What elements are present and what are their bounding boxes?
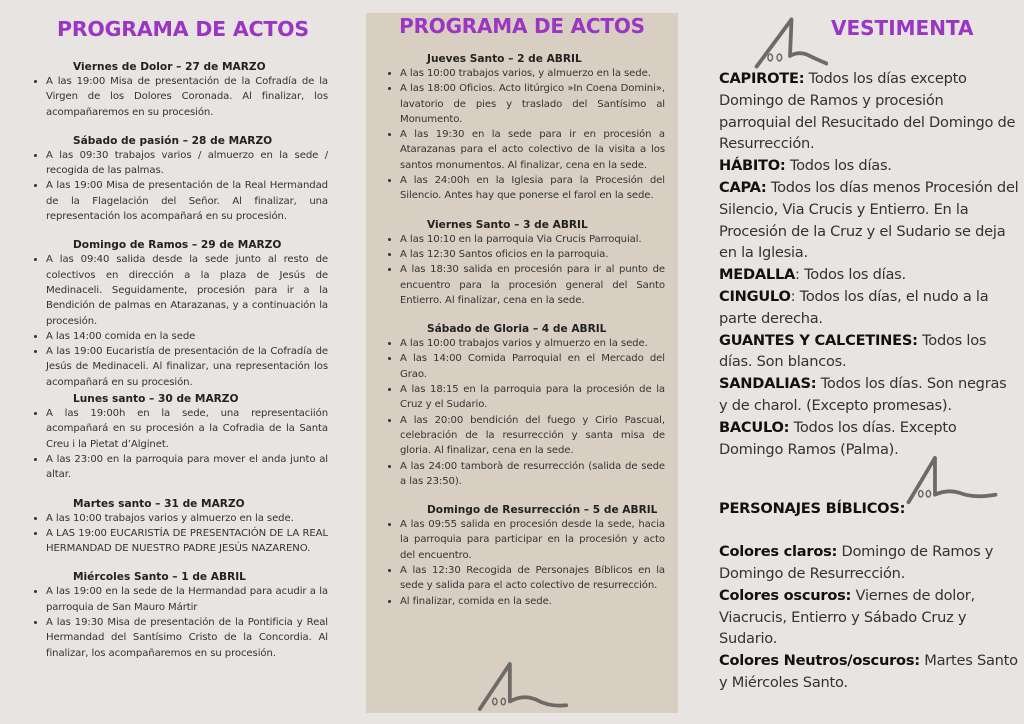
clothing-guantes — [719, 330, 1019, 374]
hooded-nazareno-logo-icon — [476, 660, 570, 712]
clothing-cingulo — [719, 286, 1019, 330]
event-item: • A las 20:00 bendición del fuego y Cirio Pascual, celebración de la resurrección y santa misa de gloria. Al finalizar, cena en la sede. — [400, 413, 665, 459]
event-item: • A las 24:00 tamborà de resurrección (salida de sede a las 23:50). — [400, 459, 665, 490]
clothing-label: GUANTES Y CALCETINES: — [719, 331, 918, 349]
event-item: • A las 18:30 salida en procesión para ir al punto de encuentro para la procesión general del Santo Entierro. Al finalizar, cena en la sede. — [400, 262, 665, 308]
event-item: • A las 24:00h en la Iglesia para la Procesión del Silencio. Antes hay que ponerse el farol en la sede. — [400, 173, 665, 204]
day-heading: Viernes Santo – 3 de ABRIL — [427, 218, 588, 231]
event-item: • A las 10:00 trabajos varios y almuerzo en la sede. — [46, 511, 328, 526]
event-list — [28, 406, 328, 482]
clothing-label: HÁBITO: — [719, 157, 786, 175]
clothing-capirote — [719, 68, 1019, 155]
left-day-list — [28, 60, 328, 661]
hooded-nazareno-logo-icon — [752, 16, 828, 70]
middle-program-panel — [366, 13, 678, 713]
event-item: • A las 18:00 Oficios. Acto litúrgico »In Coena Domini», lavatorio de pies y traslado del Santísimo al Monumento. — [400, 81, 665, 127]
colors-claros — [719, 541, 1019, 585]
event-item: • A las 19:00 Misa de presentación de la Cofradía de la Virgen de los Dolores Coronada. Al finalizar, los acompañaremos en su procesión. — [46, 74, 328, 120]
clothing-text: Todos los días. Excepto Domingo Ramos (Palma). — [719, 418, 957, 458]
colors-text: Martes Santo y Miércoles Santo. — [719, 652, 1018, 691]
day-heading: Sábado de Gloria – 4 de ABRIL — [427, 323, 607, 336]
event-item: • A las 19:00 Misa de presentación de la Real Hermandad de la Flagelación del Señor. Al finalizar, una representación los acompañará en su procesión. — [46, 178, 328, 224]
biblical-characters-title: PERSONAJES BÍBLICOS: — [719, 500, 906, 518]
middle-program-title: PROGRAMA DE ACTOS — [399, 14, 645, 38]
hooded-nazareno-logo-icon — [904, 455, 1000, 507]
clothing-baculo — [719, 417, 1019, 461]
event-list — [382, 232, 665, 308]
colors-label: Colores Neutros/oscuros: — [719, 652, 920, 670]
event-item: • A las 09:30 trabajos varios / almuerzo en la sede / recogida de las palmas. — [46, 148, 328, 179]
event-list — [28, 511, 328, 557]
clothing-medalla — [719, 264, 1019, 286]
left-program-title: PROGRAMA DE ACTOS — [57, 17, 309, 41]
event-item: • A las 23:00 en la parroquia para mover el anda junto al altar. — [46, 452, 328, 483]
event-list — [28, 584, 328, 660]
vestimenta-title: VESTIMENTA — [831, 16, 974, 40]
day-heading: Jueves Santo – 2 de ABRIL — [427, 53, 582, 65]
day-jueves-santo — [382, 52, 665, 204]
clothing-label: CINGULO — [719, 287, 791, 305]
event-item: • A las 14:00 comida en la sede — [46, 329, 328, 344]
event-item: • A las 12:30 Santos oficios en la parroquia. — [400, 247, 665, 262]
day-sabado-pasion — [28, 134, 328, 224]
clothing-text: : Todos los días. — [795, 266, 906, 284]
event-list — [28, 74, 328, 120]
spacer — [719, 520, 1019, 541]
left-program-column — [28, 0, 328, 675]
colors-label: Colores claros: — [719, 543, 838, 561]
event-item: • A las 18:15 en la parroquia para la procesión de la Cruz y el Sudario. — [400, 382, 665, 413]
day-heading: Miércoles Santo – 1 de ABRIL — [73, 571, 246, 584]
clothing-sandalias — [719, 373, 1019, 417]
day-heading: Domingo de Resurrección – 5 de ABRIL — [427, 504, 658, 517]
day-heading: Viernes de Dolor – 27 de MARZO — [73, 61, 266, 73]
event-list — [382, 517, 665, 609]
day-heading: Martes santo – 31 de MARZO — [73, 497, 245, 510]
event-item: • A las 14:00 Comida Parroquial en el Mercado del Grao. — [400, 351, 665, 382]
clothing-text: Todos los días. Son blancos. — [719, 331, 987, 371]
event-item: • A las 19:00 Eucaristía de presentación de la Cofradía de Jesús de Medinaceli. Al finalizar, una representación los acompañará en su procesión. — [46, 344, 328, 390]
clothing-habito — [719, 155, 1019, 177]
event-item: • A las 09:40 salida desde la sede junto al resto de colectivos en dirección a la plaza de Jesús de Medinaceli. Seguidamente, procesión para ir a la Bendición de palmas en Atarazanas, y a continuación la procesión. — [46, 252, 328, 328]
clothing-label: SANDALIAS: — [719, 375, 817, 393]
clothing-text: Todos los días excepto Domingo de Ramos y procesión parroquial del Resucitado del Domingo de Resurrección. — [719, 70, 1016, 153]
day-sabado-gloria — [382, 322, 665, 489]
event-item: • A las 19:00h en la sede, una representaciión acompañará en su procesión a la Cofradia de la Santa Creu i la Pietat d’Alginet. — [46, 406, 328, 452]
colors-label: Colores oscuros: — [719, 586, 852, 604]
day-heading: Lunes santo – 30 de MARZO — [73, 393, 239, 406]
clothing-capa — [719, 177, 1019, 264]
event-item: • A las 19:30 en la sede para ir en procesión a Atarazanas para el acto colectivo de la visita a los santos monumentos. Al finalizar, cena en la sede. — [400, 127, 665, 173]
event-item: • Al finalizar, comida en la sede. — [400, 594, 665, 609]
day-domingo-resurreccion — [382, 503, 665, 609]
day-viernes-dolor — [28, 60, 328, 120]
event-list — [28, 148, 328, 224]
clothing-text: : Todos los días, el nudo a la parte derecha. — [719, 287, 989, 327]
colors-text: Viernes de dolor, Viacrucis, Entierro y Sábado Cruz y Sudario. — [719, 586, 975, 648]
colors-neutros — [719, 650, 1019, 694]
day-viernes-santo — [382, 218, 665, 308]
event-list — [382, 66, 665, 204]
day-domingo-ramos — [28, 238, 328, 390]
event-item: • A las 19:30 Misa de presentación de la Pontificia y Real Hermandad del Santísimo Cristo de la Concordia. Al finalizar, los acompañaremos en su procesión. — [46, 615, 328, 661]
day-heading: Domingo de Ramos – 29 de MARZO — [73, 239, 282, 252]
event-item: • A las 10:00 trabajos varios y almuerzo en la sede. — [400, 336, 665, 351]
vestimenta-body — [719, 68, 1019, 694]
day-martes-santo — [28, 497, 328, 557]
event-list — [382, 336, 665, 489]
clothing-label: BACULO: — [719, 418, 790, 436]
colors-text: Domingo de Ramos y Domingo de Resurrección. — [719, 543, 994, 582]
clothing-label: CAPA: — [719, 178, 767, 196]
day-miercoles-santo — [28, 570, 328, 660]
day-lunes-santo — [28, 392, 328, 482]
event-list — [28, 252, 328, 390]
event-item: • A LAS 19:00 EUCARISTÍA DE PRESENTACIÓN DE LA REAL HERMANDAD DE NUESTRO PADRE JESÚS NAZARENO. — [46, 526, 328, 557]
middle-day-list — [366, 52, 678, 609]
clothing-text: Todos los días menos Procesión del Silencio, Via Crucis y Entierro. En la Procesión de la Cruz y el Sudario se deja en la Iglesia. — [719, 178, 1019, 262]
colors-oscuros — [719, 585, 1019, 650]
clothing-label: MEDALLA — [719, 266, 796, 284]
day-heading: Sábado de pasión – 28 de MARZO — [73, 134, 273, 147]
event-item: • A las 12:30 Recogida de Personajes Bíblicos en la sede y salida para el acto colectivo de resurrección. — [400, 563, 665, 594]
event-item: • A las 10:10 en la parroquia Via Crucis Parroquial. — [400, 232, 665, 247]
clothing-text: Todos los días. Son negras y de charol. (Excepto promesas). — [719, 375, 1007, 414]
event-item: • A las 09:55 salida en procesión desde la sede, hacia la parroquia para participar en la procesión y acto del encuentro. — [400, 517, 665, 563]
clothing-label: CAPIROTE: — [719, 70, 805, 87]
event-item: • A las 19:00 en la sede de la Hermandad para acudir a la parroquia de San Mauro Mártir — [46, 584, 328, 615]
clothing-text: Todos los días. — [785, 157, 892, 175]
event-item: • A las 10:00 trabajos varios, y almuerzo en la sede. — [400, 66, 665, 81]
